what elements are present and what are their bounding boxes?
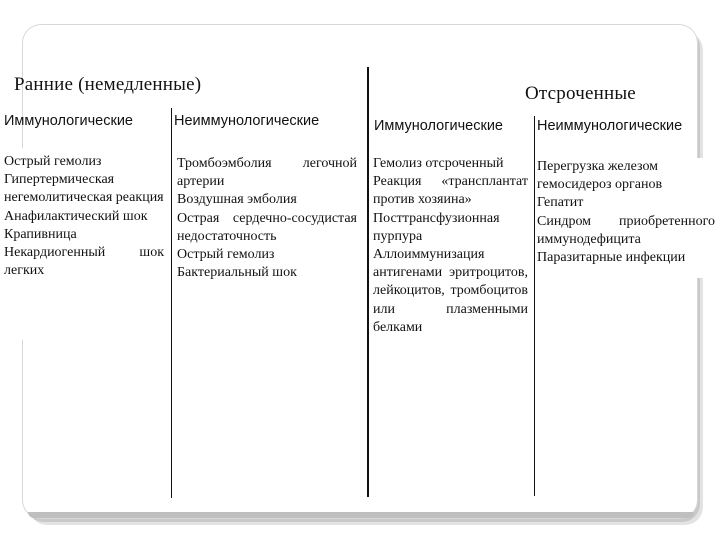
list-item: Паразитарные инфекции: [537, 250, 686, 266]
list-item: Аллоиммунизация антигенами эритроцитов, лейкоцитов, тромбоцитов или плазменными белками: [373, 247, 528, 335]
list-item: Гемолиз отсроченный: [373, 156, 504, 171]
list-item: Гепатит: [537, 195, 584, 211]
list-item: Тромбоэмболия легочной артерии: [177, 156, 357, 190]
list-item: Крапивница: [4, 226, 77, 242]
subheading-early-nonimmunological: Неиммунологические: [174, 113, 320, 129]
list-item: Острая сердечно-сосудистая недостаточность: [177, 210, 357, 244]
list-item: Анафилактический шок: [4, 208, 148, 224]
list-item: Воздушная эмболия: [177, 192, 297, 208]
list-item: Перегрузка железом: [537, 159, 659, 174]
column-early-nonimmunological: [177, 155, 357, 282]
list-item: гемосидероз органов: [537, 177, 663, 193]
list-item: Реакция «трансплантат против хозяина»: [373, 174, 528, 208]
list-item: Бактериальный шок: [177, 265, 297, 281]
column-divider-3: [534, 116, 535, 496]
list-item: Синдром приобретенного иммунодефицита: [537, 213, 715, 247]
column-early-immunological: [4, 153, 164, 280]
column-divider-1: [171, 108, 172, 498]
group-heading-early: Ранние (немедленные): [14, 74, 202, 95]
list-item: Гипертермическая негемолитическая реакция: [4, 172, 164, 206]
subheading-delayed-immunological: Иммунологические: [374, 118, 503, 134]
column-delayed-nonimmunological: [537, 158, 715, 267]
list-item: Некардиогенный шок легких: [4, 245, 164, 279]
subheading-early-immunological: Иммунологические: [4, 113, 133, 129]
slide-bottom-bar: [28, 512, 694, 518]
list-item: Острый гемолиз: [4, 154, 102, 169]
group-divider: [367, 67, 369, 497]
subheading-delayed-nonimmunological: Неиммунологические: [537, 118, 683, 134]
list-item: Острый гемолиз: [177, 247, 275, 263]
group-heading-delayed: Отсроченные: [525, 83, 636, 104]
list-item: Посттрансфузионная пурпура: [373, 210, 500, 244]
column-delayed-immunological: [373, 155, 528, 337]
